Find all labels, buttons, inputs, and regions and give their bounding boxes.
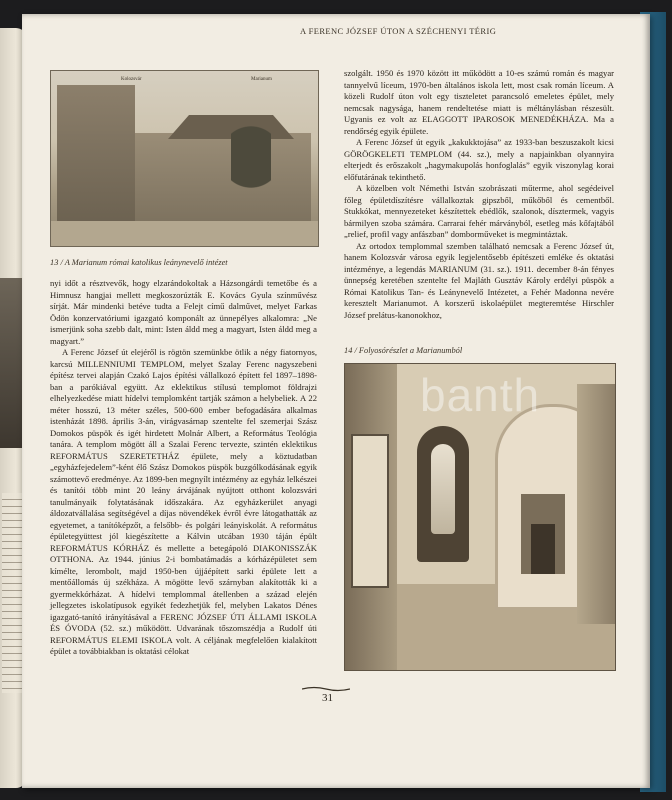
facing-page-photo — [0, 278, 24, 448]
photo-madonna-statue — [431, 444, 455, 534]
photo-tree — [231, 121, 271, 241]
figure-14-caption: 14 / Folyosórészlet a Marianumból — [344, 346, 463, 355]
photo-building-main — [135, 133, 311, 233]
photo-left-wall — [345, 364, 397, 670]
photo-label-building: Marianum — [251, 77, 272, 82]
photo-right-wall — [577, 384, 615, 624]
running-head: A FERENC JÓZSEF ÚTON A SZÉCHENYI TÉRIG — [300, 26, 497, 36]
paragraph: A közelben volt Némethi István szobrászati műterme, ahol segédeivel főleg épületdíszítésre vállalkoztak gipszből, műkőből és cementből. Stukkókat, mennyezeteket készítettek ebédlők, szalonok, dísztermek, vagyis bármilyen szoba számára. Carrarai fehér márványból, esetleg más kőfajtából „relief, profil vagy anfászban” domborműveket is megmintáztak. — [344, 183, 614, 239]
facing-page-text — [2, 493, 22, 693]
left-column-text — [50, 278, 317, 658]
photo-label-city: Kolozsvár — [121, 77, 142, 82]
right-column-text — [344, 68, 614, 321]
paragraph: szolgált. 1950 és 1970 között itt működött a 10-es számú román és magyar tannyelvű líceum, 1970-ben általános iskola lett, most csak román líceum. A közeli Rudolf úton volt egy tiszteletet parancsoló emeletes épület, mely nemcsak nagysága, hanem rendeltetése miatt is méltánylásban részesült. Ugyanis ez volt az ELAGGOTT IPAROSOK MENEDÉKHÁZA. Ma a rendőrség egyik épülete. — [344, 68, 614, 136]
marianum-building-photo — [50, 70, 319, 247]
watermark: banth — [420, 369, 541, 421]
paragraph: Az ortodox templommal szemben található nemcsak a Ferenc József út, hanem Kolozsvár városa egyik legjelentősebb építészeti emléke és oktatási intézménye, a legendás MARIANUM (31. sz.). 1911. december 8-án fényes ünnepség keretében szentelte fel Majláth Gusztáv Károly erdélyi püspök a Római Katolikus Tan- és Leánynevelő Intézetet, a Fehér Madonna nevére keresztelt Marianumot. A korszerű iskolaépület megteremtése Hirschler József prelátus-kanonokhoz, — [344, 240, 614, 320]
paragraph: nyi időt a résztvevők, hogy elzarándokoltak a Házsongárdi temetőbe és a Himnusz hangjai mellett megkoszorúzták E. Kovács Gyula színművész sírját. Már mindenki betéve tudta a Felejt című dalművet, melyet Farkas Ödön konzervatóriumi igazgató komponált az ünnepélyes alkalomra: „Ne ismerjünk soha szebb dalt, mint: Isten áldd meg a magyart, Isten áldd meg a magyart.” — [50, 278, 317, 346]
photo-street — [51, 221, 318, 246]
figure-13-caption: 13 / A Marianum római katolikus leánynevelő intézet — [50, 258, 228, 267]
photo-corridor-door — [531, 524, 555, 574]
paragraph: A Ferenc József út egyik „kakukktojása” az 1933-ban beszuszakolt kicsi GÖRÖGKELETI TEMPLOM (44. sz.), mely a napjainkban olyannyira elterjedt és erőszakolt „hagymakupolás honfoglalás” egyik viszonylag korai előfutárának tekinthető. — [344, 137, 614, 182]
photo-window — [351, 434, 389, 588]
page-number: 31 — [322, 692, 333, 704]
paragraph: A Ferenc József út elejéről is rögtön szemünkbe ötlik a négy fiatornyos, karcsú MILLENNIUMI TEMPLOM, melyet Szalay Ferenc nagyszebeni építész tervei alapján Czakó Lajos építési vállalkozó épített fel 1897–1898-ban a parókiával együtt. Az eklektikus stílusú templomot földrajzi elhelyezkedése miatt hídelvi templomként tartják számon a helybeliek. A 22 méter hosszú, 13 méter széles, 500-600 ember befogadására alkalmas istenházát 1898. április 3-án, virágvasárnap szentelte fel szemerjai Szász Domokos püspök és igét hirdetett Molnár Albert, a Református Teológia tanára. A templom mögött áll a Szalai Ferenc tervezte, szintén eklektikus REFORMÁTUS SZERETETHÁZ épülete, mely a köztudatban „egyházfejedelem”-ként élő Szász Domokos püspök buzgólkodásának egyik számottevő eredménye. Az 1899-ben megnyílt intézmény az egyház lelkészei és tanítói több mint 20 leány árvájának nyújtott otthont kolozsvári tanulmányaik folytatásának időszakára. Az egyházkerület anyagi áldozatvállalása segítségével a díjas növendékek évről évre látogathatták az egyetemet, a tanítóképzőt, a felsőbb- és polgári leányiskolát. A református épületegyüttest jól kiegészítette a Kálvin utcában 1930 táján épült REFORMÁTUS KÓRHÁZ és mellette a betegápoló DIAKONISSZÁK OTTHONA. Az 1944. június 2-i bombatámadás a kórházépületet sem kímélte, lerombolt, majd 1950-ben újjáépített sarki épülete lett a mentőállomás új székháza. A mögötte levő szárnyban alakították ki a gyermekkórházat. A hídelvi templommal átellenben a század elején jellegzetes iskolatípusok egyikét fedezhetjük fel, melyben Lakatos Dénes igazgató-tanító irányításával a FERENC JÓZSEF ÚTI ÁLLAMI ISKOLA ÉS ÓVODA (52. sz.) működött. Udvarának tőszomszédja a Rudolf úti REFORMÁTUS ELEMI ISKOLA volt. A céljának megfelelően kialakított épület a továbbiakban is oktatási célokat — [50, 347, 317, 656]
photo-building-left — [57, 85, 135, 233]
